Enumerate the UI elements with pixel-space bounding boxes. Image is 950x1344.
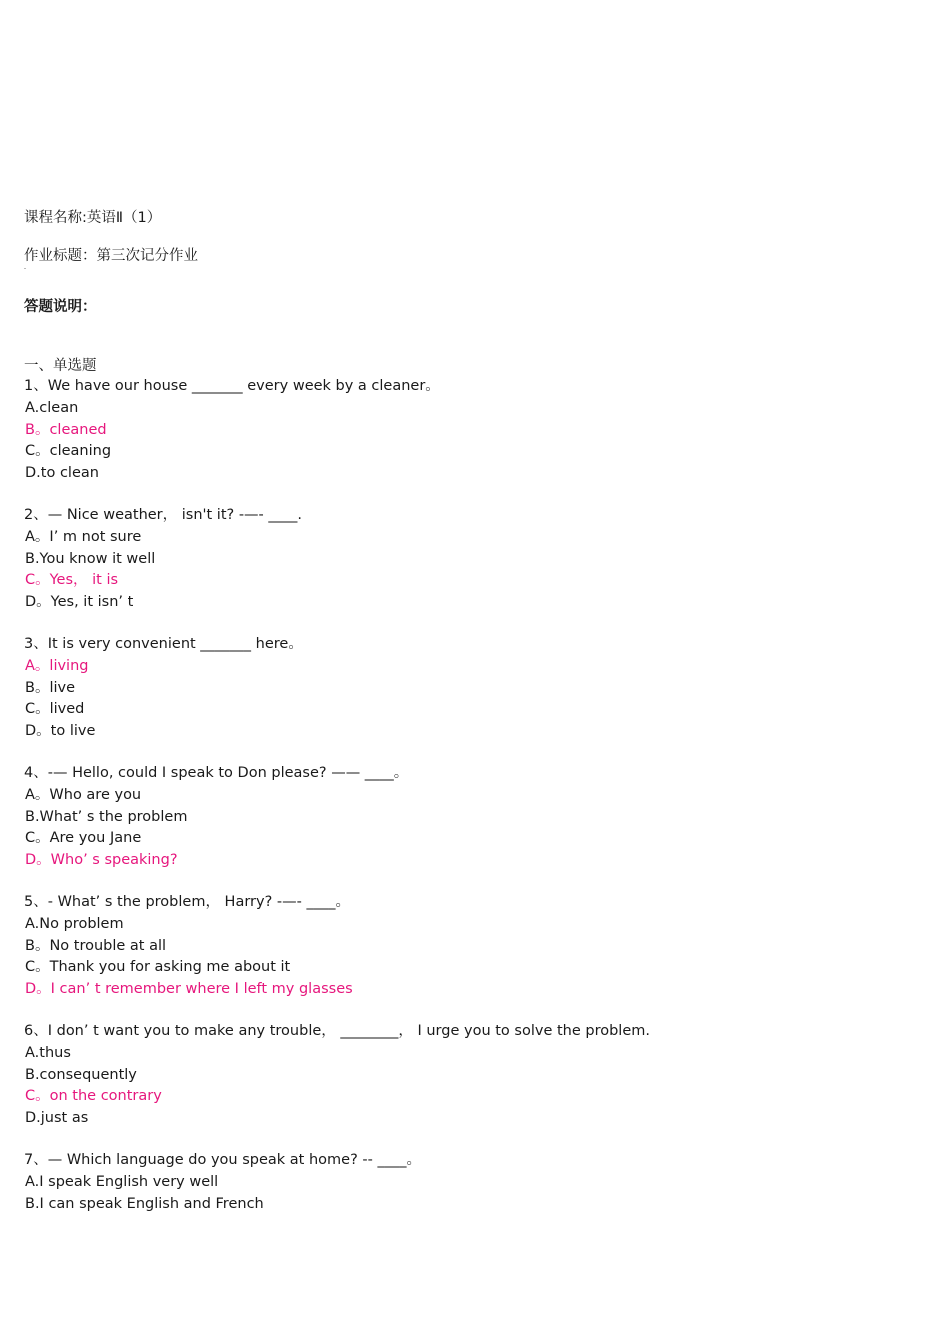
answer-option-correct: C。Yes， it is (25, 572, 119, 588)
question-stem: 2、— Nice weather， isn't it? -—- ____. (24, 507, 302, 523)
answer-option: B。No trouble at all (25, 937, 167, 954)
question-stem: 3、It is very convenient _______ here。 (24, 636, 303, 652)
answer-option-correct: C。on the contrary (25, 1088, 162, 1104)
question-stem: 6、I don’ t want you to make any trouble， ________， I urge you to solve the problem. (24, 1023, 650, 1039)
answer-option: D。to live (25, 722, 96, 739)
question-1 (24, 375, 924, 484)
question-stem: 1、We have our house _______ every week by a cleaner。 (24, 378, 440, 394)
section-title: 一、单选题 (24, 358, 97, 374)
answer-option: A。I’ m not sure (25, 529, 142, 545)
answer-option: B。live (25, 679, 76, 696)
answer-option: D。Yes, it isn’ t (25, 593, 134, 610)
question-list (24, 375, 924, 1235)
answer-option: D.to clean (25, 464, 99, 481)
answer-option: A.No problem (25, 916, 124, 932)
stray-dot (24, 268, 26, 269)
answer-option: A。Who are you (25, 787, 142, 803)
question-4 (24, 762, 924, 871)
answer-option: B.consequently (25, 1066, 137, 1083)
answer-option-correct: A。living (25, 658, 89, 674)
question-5 (24, 891, 924, 1000)
question-6 (24, 1020, 924, 1129)
answer-option-correct: B。cleaned (25, 421, 107, 438)
answer-option: A.I speak English very well (25, 1174, 219, 1190)
answer-option: D.just as (25, 1109, 89, 1126)
question-7 (24, 1149, 924, 1215)
answer-option: C。lived (25, 701, 85, 717)
question-stem: 4、-— Hello, could I speak to Don please? —— ____。 (24, 765, 409, 781)
answer-option: C。Are you Jane (25, 830, 142, 846)
question-stem: 7、— Which language do you speak at home? -- ____。 (24, 1152, 421, 1168)
answer-option: C。Thank you for asking me about it (25, 959, 291, 975)
answer-option-correct: D。Who’ s speaking? (25, 851, 178, 868)
answer-option: B.I can speak English and French (25, 1195, 264, 1212)
answer-instructions-label: 答题说明： (24, 299, 97, 315)
question-3 (24, 633, 924, 742)
assignment-title: 作业标题：第三次记分作业 (24, 248, 198, 264)
answer-option: C。cleaning (25, 443, 112, 459)
answer-option: B.What’ s the problem (25, 808, 188, 825)
question-2 (24, 504, 924, 613)
answer-option: B.You know it well (25, 550, 156, 567)
answer-option: A.thus (25, 1045, 71, 1061)
answer-option: A.clean (25, 400, 79, 416)
answer-option-correct: D。I can’ t remember where I left my glasses (25, 980, 353, 997)
question-stem: 5、- What’ s the problem， Harry? -—- ____。 (24, 894, 350, 910)
course-name: 课程名称:英语Ⅱ（1） (24, 210, 162, 226)
